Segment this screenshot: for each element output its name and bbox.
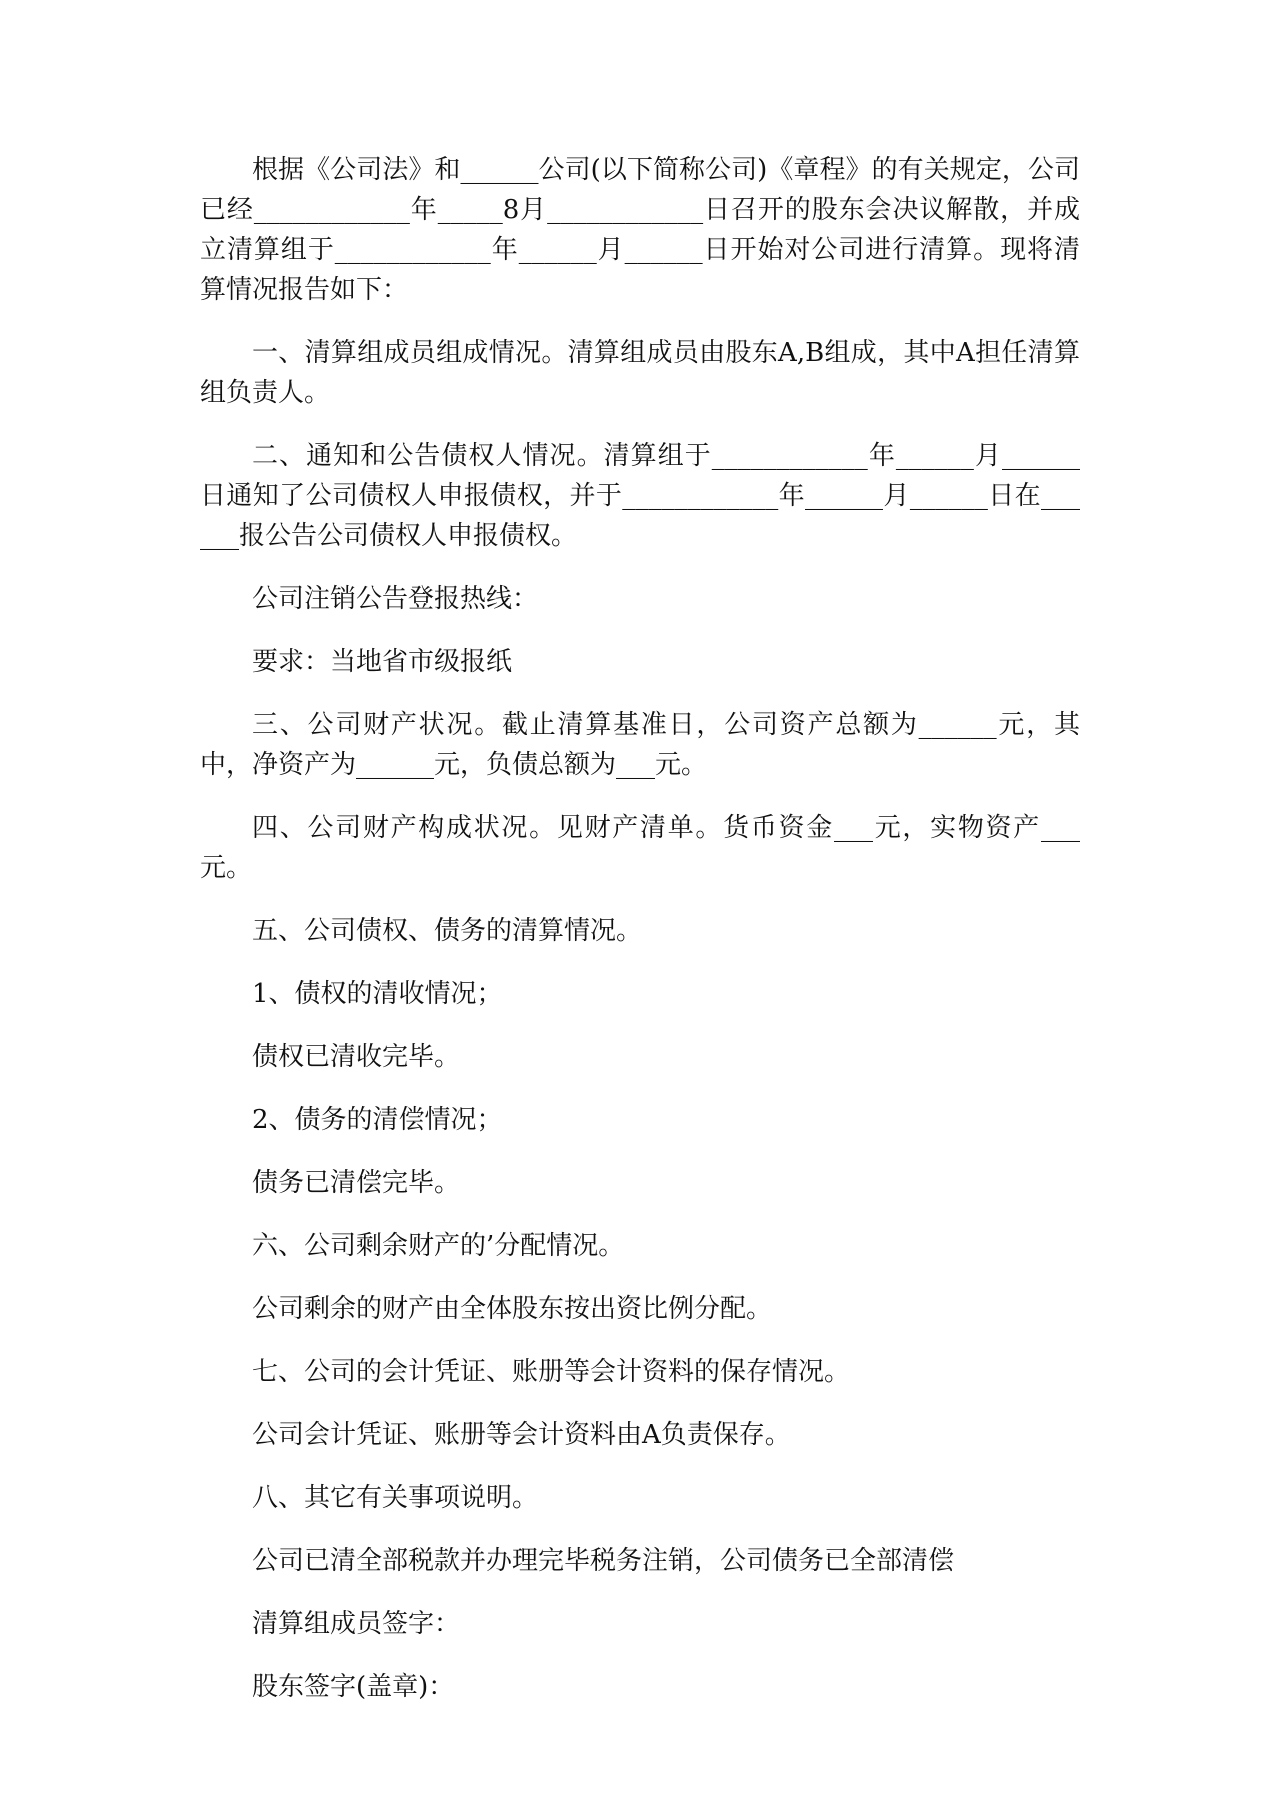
section-8-heading: 八、其它有关事项说明。 <box>252 1483 539 1513</box>
item-1-text: 债权已清收完毕。 <box>252 1042 461 1072</box>
item-2-heading: 2、债务的清偿情况； <box>252 1105 503 1135</box>
section-1-paragraph: 一、清算组成员组成情况。清算组成员由股东A,B组成，其中A担任清算组负责人。 <box>200 338 1080 408</box>
section-6-text: 公司剩余的财产由全体股东按出资比例分配。 <box>252 1294 773 1324</box>
item-2-text: 债务已清偿完毕。 <box>252 1168 461 1198</box>
section-3-paragraph: 三、公司财产状况。截止清算基准日，公司资产总额为______元，其中，净资产为______元，负债总额为___元。 <box>200 710 1080 780</box>
section-2-paragraph: 二、通知和公告债权人情况。清算组于____________年______月______日通知了公司债权人申报债权，并于____________年______月______日在______报公告公司债权人申报债权。 <box>200 441 1080 551</box>
section-7-heading: 七、公司的会计凭证、账册等会计资料的保存情况。 <box>252 1357 851 1387</box>
item-1-heading: 1、债权的清收情况； <box>252 979 503 1009</box>
hotline-paragraph: 公司注销公告登报热线： <box>252 584 539 614</box>
liquidation-signature-line: 清算组成员签字： <box>252 1609 461 1639</box>
section-6-heading: 六、公司剩余财产的’分配情况。 <box>252 1231 625 1261</box>
requirement-paragraph: 要求：当地省市级报纸 <box>252 647 513 677</box>
section-8-text: 公司已清全部税款并办理完毕税务注销，公司债务已全部清偿 <box>252 1546 955 1576</box>
document-body <box>200 150 1080 1730</box>
intro-paragraph: 根据《公司法》和______公司(以下简称公司)《章程》的有关规定，公司已经____________年_____8月____________日召开的股东会决议解散，并成立清算组于____________年______月______日开始对公司进行清算。现将清算情况报告如下： <box>200 155 1080 305</box>
section-7-text: 公司会计凭证、账册等会计资料由A负责保存。 <box>252 1420 791 1450</box>
section-4-paragraph: 四、公司财产构成状况。见财产清单。货币资金___元，实物资产___元。 <box>200 813 1080 883</box>
section-5-heading: 五、公司债权、债务的清算情况。 <box>252 916 643 946</box>
shareholder-signature-line: 股东签字(盖章)： <box>252 1672 455 1702</box>
